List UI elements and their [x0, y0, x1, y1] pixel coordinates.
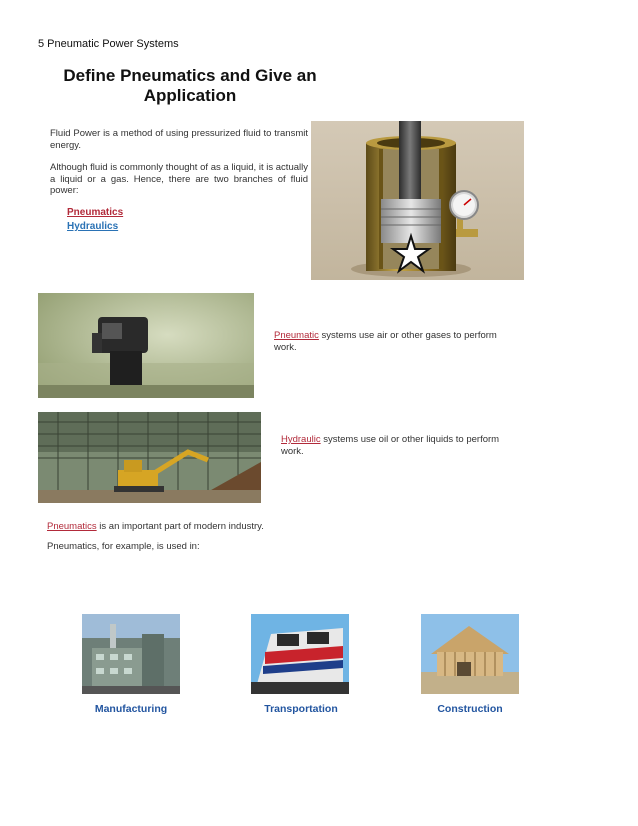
intro-paragraph-2: Although fluid is commonly thought of as a liquid, it is actually a liquid or a gas. Hence, there are two branches of fluid power: — [50, 162, 308, 196]
pneumatic-term: Pneumatic — [274, 330, 319, 341]
page-title — [40, 66, 340, 106]
industry-term: Pneumatics — [47, 521, 97, 532]
hydraulic-term: Hydraulic — [281, 434, 321, 445]
branch-hydraulics-link[interactable]: Hydraulics — [67, 221, 119, 232]
title-line-1: Define Pneumatics and Give an — [63, 66, 317, 85]
industry-statement — [47, 521, 347, 533]
branch-pneumatics-link[interactable]: Pneumatics — [67, 207, 124, 218]
caption-transportation: Transportation — [264, 703, 338, 715]
pneumatic-cylinder-image — [311, 121, 524, 280]
construction-photo — [421, 614, 519, 694]
title-line-2: Application — [143, 86, 237, 105]
caption-manufacturing: Manufacturing — [94, 703, 168, 715]
caption-construction: Construction — [437, 703, 503, 715]
intro-paragraph-1: Fluid Power is a method of using pressurized fluid to transmit energy. — [50, 128, 308, 151]
hydraulic-excavator-photo — [38, 412, 261, 503]
industry-example: Pneumatics, for example, is used in: — [47, 541, 200, 552]
hydraulic-rest: systems use oil or other liquids to perform work. — [281, 434, 500, 457]
industry-rest: is an important part of modern industry. — [96, 521, 264, 532]
pneumatic-description — [274, 330, 504, 353]
transportation-photo — [251, 614, 349, 694]
page-header: 5 Pneumatic Power Systems — [38, 38, 179, 50]
manufacturing-photo — [82, 614, 180, 694]
pneumatic-rest: systems use air or other gases to perform work. — [274, 330, 497, 353]
hydraulic-description — [281, 434, 511, 457]
pneumatic-tool-photo — [38, 293, 254, 398]
